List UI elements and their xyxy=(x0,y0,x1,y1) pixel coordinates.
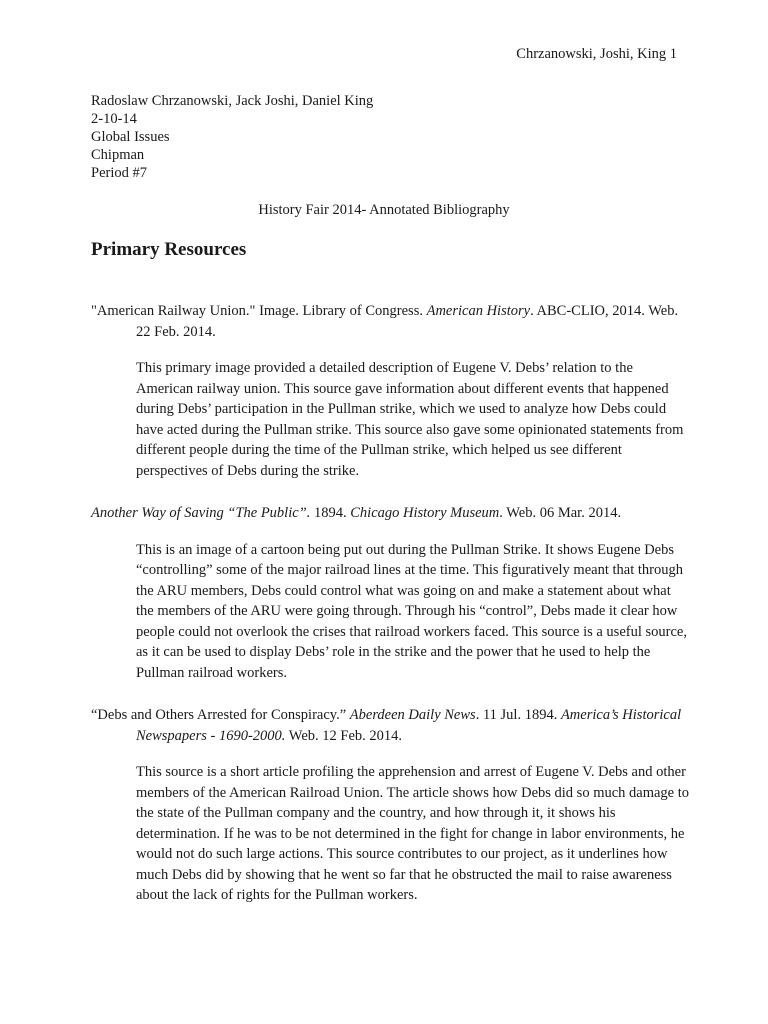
running-head: Chrzanowski, Joshi, King 1 xyxy=(516,46,677,62)
document-title: History Fair 2014- Annotated Bibliography xyxy=(258,202,510,218)
citation: “Debs and Others Arrested for Conspiracy.” Aberdeen Daily News. 11 Jul. 1894. America’s Historical Newspapers - 1690-2000. Web. 12 Feb. 2014. xyxy=(91,707,682,744)
annotation: This primary image provided a detailed description of Eugene V. Debs’ relation to the American railway union. This source gave information about different events that happened during Debs’ participation in the Pullman strike, which we used to analyze how Debs could have acted during the Pullman strike. This source also gave some opinionated statements from different people during the time of the Pullman strike, which helped us see different perspectives of Debs during the strike. xyxy=(136,360,684,479)
date-line: 2-10-14 xyxy=(91,111,137,127)
bibliography-entry xyxy=(91,503,691,683)
authors-line: Radoslaw Chrzanowski, Jack Joshi, Daniel King xyxy=(91,93,374,109)
citation: Another Way of Saving “The Public”. 1894. Chicago History Museum. Web. 06 Mar. 2014. xyxy=(91,505,622,521)
citation: "American Railway Union." Image. Library of Congress. American History. ABC-CLIO, 2014. Web. 22 Feb. 2014. xyxy=(91,303,679,340)
section-heading: Primary Resources xyxy=(91,239,247,260)
course-line: Global Issues xyxy=(91,129,170,145)
teacher-line: Chipman xyxy=(91,147,145,163)
bibliography-entry xyxy=(91,301,691,481)
annotation: This source is a short article profiling the apprehension and arrest of Eugene V. Debs and other members of the American Railroad Union. The article shows how Debs did so much damage to the state of the Pullman company and the country, and how through it, it shows his determination. If he was to be not determined in the fight for change in labor environments, he would not do such large actions. This source contributes to our project, as it underlines how much Debs did by showing that he went so far that he obstructed the mail to raise awareness about the lack of rights for the Pullman workers. xyxy=(136,764,690,903)
period-line: Period #7 xyxy=(91,165,147,181)
heading-block xyxy=(91,92,373,182)
bibliography-entry xyxy=(91,705,691,906)
annotation: This is an image of a cartoon being put out during the Pullman Strike. It shows Eugene Debs “controlling” some of the major railroad lines at the time. This figuratively meant that through the ARU members, Debs could control what was going on and make a statement about what the members of the ARU were going through. Through his “control”, Debs made it clear how people could not overlook the crises that railroad workers faced. This source is a useful source, as it can be used to display Debs’ role in the strike and the power that he used to help the Pullman railroad workers. xyxy=(136,541,687,681)
